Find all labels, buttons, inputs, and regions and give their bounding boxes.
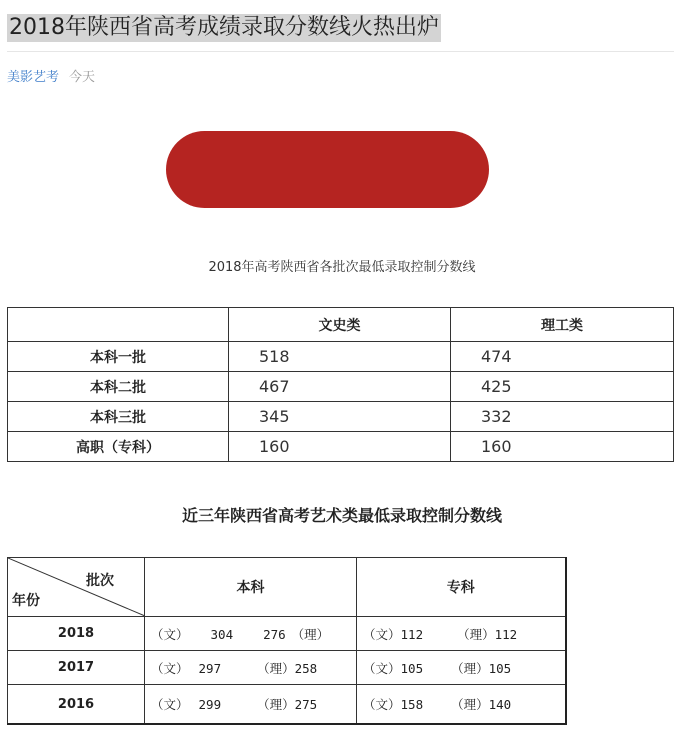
li-tag: （理） xyxy=(291,626,330,642)
wen-score: 158 xyxy=(400,697,424,712)
year-label: 2018 xyxy=(8,617,145,651)
year-label: 2017 xyxy=(8,651,145,685)
benke-scores xyxy=(145,651,357,685)
ligong-score: 425 xyxy=(451,372,674,402)
wenshi-score: 467 xyxy=(229,372,451,402)
ligong-score: 160 xyxy=(451,432,674,462)
table-row xyxy=(8,432,674,462)
li-score: 275 xyxy=(294,697,318,712)
li-tag: （理） xyxy=(451,697,489,712)
wen-tag: （文） xyxy=(363,626,401,642)
author-link[interactable]: 美影艺考 xyxy=(7,70,60,85)
wen-tag: （文） xyxy=(151,697,189,712)
table-header-row xyxy=(8,558,566,617)
corner-batch-label: 批次 xyxy=(86,573,114,589)
benke-scores xyxy=(145,617,357,651)
zhuanke-scores xyxy=(357,685,566,725)
li-tag: （理） xyxy=(451,660,489,676)
table-row xyxy=(8,372,674,402)
wenshi-score: 345 xyxy=(229,402,451,432)
header-cell-wenshi: 文史类 xyxy=(229,308,451,342)
batch-score-table xyxy=(7,307,674,462)
wen-tag: （文） xyxy=(363,697,401,712)
wenshi-score: 518 xyxy=(229,342,451,372)
year-label: 2016 xyxy=(8,685,145,725)
row-label: 本科二批 xyxy=(8,372,229,402)
table-row xyxy=(8,402,674,432)
wen-score: 112 xyxy=(400,626,424,642)
table-row xyxy=(8,617,566,651)
row-label: 高职（专科） xyxy=(8,432,229,462)
li-score: 276 xyxy=(263,626,286,642)
wen-score: 299 xyxy=(198,697,222,712)
table1-caption: 2018年高考陕西省各批次最低录取控制分数线 xyxy=(208,260,476,275)
table-row xyxy=(8,685,566,725)
publish-time: 今天 xyxy=(69,70,96,85)
header-cell-ligong: 理工类 xyxy=(451,308,674,342)
zhuanke-scores xyxy=(357,651,566,685)
zhuanke-scores xyxy=(357,617,566,651)
corner-year-label: 年份 xyxy=(12,593,40,609)
ligong-score: 332 xyxy=(451,402,674,432)
row-label: 本科一批 xyxy=(8,342,229,372)
wen-score: 105 xyxy=(400,660,424,676)
wen-score: 304 xyxy=(210,626,234,642)
wenshi-score: 160 xyxy=(229,432,451,462)
wen-score: 297 xyxy=(198,660,222,676)
art-score-table xyxy=(7,557,567,725)
table-header-row xyxy=(8,308,674,342)
corner-header-cell xyxy=(8,558,145,617)
li-score: 258 xyxy=(294,660,318,676)
article-meta xyxy=(7,69,95,87)
li-score: 105 xyxy=(488,660,512,676)
table2-caption: 近三年陕西省高考艺术类最低录取控制分数线 xyxy=(181,506,502,525)
row-label: 本科三批 xyxy=(8,402,229,432)
wen-tag: （文） xyxy=(363,660,401,676)
header-cell-empty xyxy=(8,308,229,342)
header-cell-benke: 本科 xyxy=(145,558,357,617)
header-cell-zhuanke: 专科 xyxy=(357,558,566,617)
table-row xyxy=(8,651,566,685)
li-tag: （理） xyxy=(257,660,295,676)
red-banner-image xyxy=(166,131,489,208)
table-row xyxy=(8,342,674,372)
li-score: 112 xyxy=(494,626,518,642)
benke-scores xyxy=(145,685,357,725)
li-score: 140 xyxy=(488,697,512,712)
li-tag: （理） xyxy=(257,697,295,712)
ligong-score: 474 xyxy=(451,342,674,372)
wen-tag: （文） xyxy=(151,660,189,676)
li-tag: （理） xyxy=(457,626,495,642)
article-title: 2018年陕西省高考成绩录取分数线火热出炉 xyxy=(9,15,439,40)
wen-tag: （文） xyxy=(151,626,189,642)
title-divider xyxy=(7,51,674,52)
